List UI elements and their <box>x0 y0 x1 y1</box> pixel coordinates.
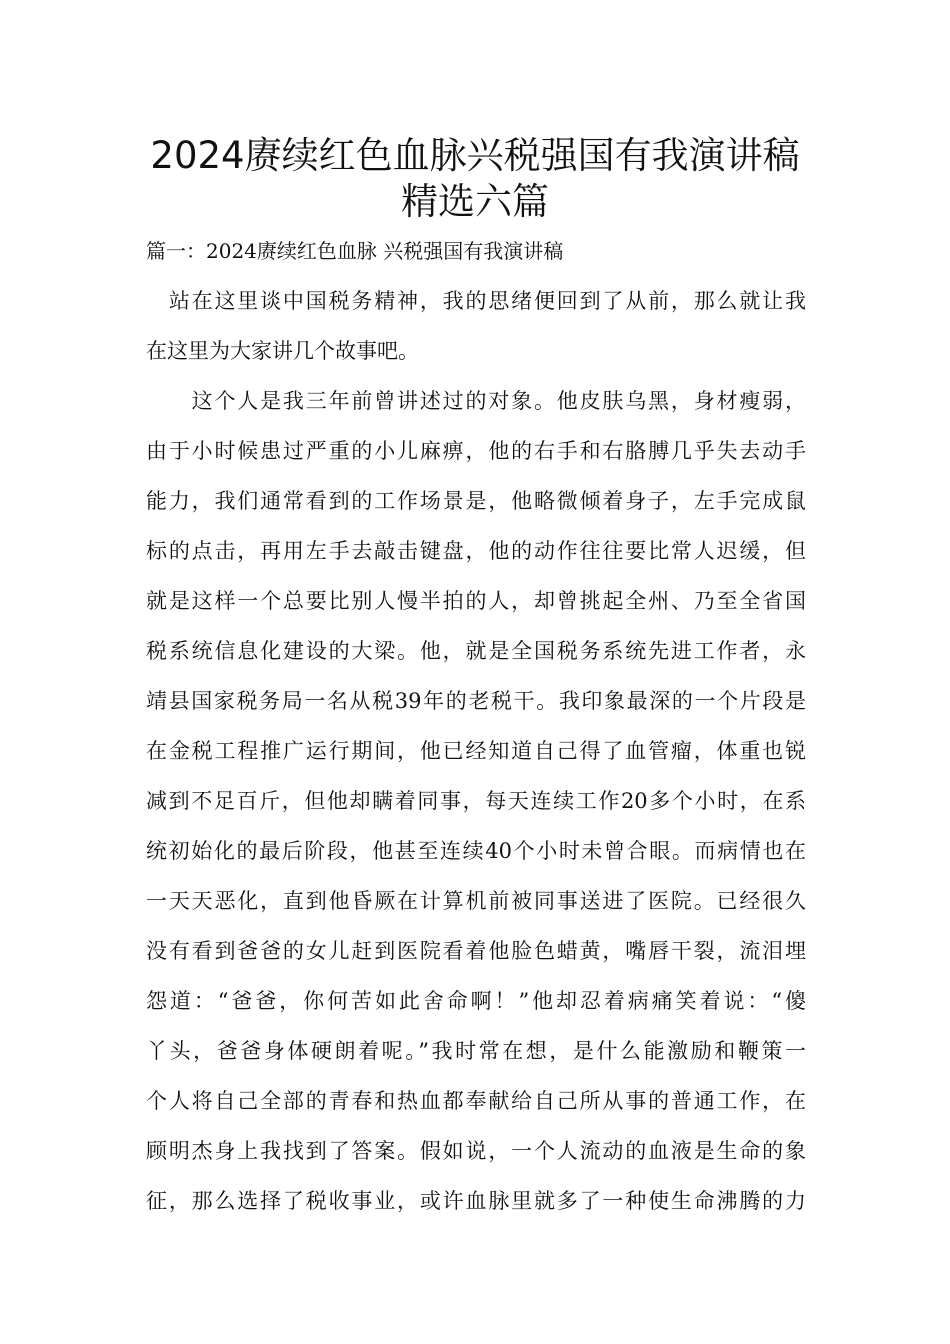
paragraph-2-line: 在金税工程推广运行期间，他已经知道自己得了血管瘤，体重也锐 <box>146 739 806 763</box>
section-heading: 篇一：2024赓续红色血脉 兴税强国有我演讲稿 <box>146 239 564 263</box>
paragraph-2-line: 能力，我们通常看到的工作场景是，他略微倾着身子，左手完成鼠 <box>146 489 806 513</box>
document-title-line-2: 精选六篇 <box>401 180 549 223</box>
paragraph-2-line: 征，那么选择了税收事业，或许血脉里就多了一种使生命沸腾的力 <box>146 1189 806 1213</box>
paragraph-2-line: 这个人是我三年前曾讲述过的对象。他皮肤乌黑，身材瘦弱， <box>146 389 806 413</box>
paragraph-2-line: 减到不足百斤，但他却瞒着同事，每天连续工作20多个小时，在系 <box>146 789 806 813</box>
paragraph-2-line: 标的点击，再用左手去敲击键盘，他的动作往往要比常人迟缓，但 <box>146 539 806 563</box>
paragraph-2-line: 没有看到爸爸的女儿赶到医院看着他脸色蜡黄，嘴唇干裂，流泪埋 <box>146 939 806 963</box>
paragraph-2-line: 就是这样一个总要比别人慢半拍的人，却曾挑起全州、乃至全省国 <box>146 589 806 613</box>
paragraph-1-line: 在这里为大家讲几个故事吧。 <box>146 339 419 363</box>
paragraph-2-line: 丫头，爸爸身体硬朗着呢。”我时常在想，是什么能激励和鞭策一 <box>146 1039 806 1063</box>
paragraph-2-line: 个人将自己全部的青春和热血都奉献给自己所从事的普通工作，在 <box>146 1089 806 1113</box>
paragraph-2-line: 一天天恶化，直到他昏厥在计算机前被同事送进了医院。已经很久 <box>146 889 806 913</box>
paragraph-2-line: 由于小时候患过严重的小儿麻痹，他的右手和右胳膊几乎失去动手 <box>146 439 806 463</box>
paragraph-2-line: 靖县国家税务局一名从税39年的老税干。我印象最深的一个片段是 <box>146 689 806 713</box>
paragraph-2-line: 顾明杰身上我找到了答案。假如说，一个人流动的血液是生命的象 <box>146 1139 806 1163</box>
paragraph-1-line: 站在这里谈中国税务精神，我的思绪便回到了从前，那么就让我 <box>146 289 806 313</box>
document-title-line-1: 2024赓续红色血脉兴税强国有我演讲稿 <box>150 134 800 177</box>
paragraph-2-line: 统初始化的最后阶段，他甚至连续40个小时未曾合眼。而病情也在 <box>146 839 806 863</box>
paragraph-2-line: 税系统信息化建设的大梁。他，就是全国税务系统先进工作者，永 <box>146 639 806 663</box>
paragraph-2-line: 怨道：“爸爸，你何苦如此舍命啊！”他却忍着病痛笑着说：“傻 <box>146 989 806 1013</box>
